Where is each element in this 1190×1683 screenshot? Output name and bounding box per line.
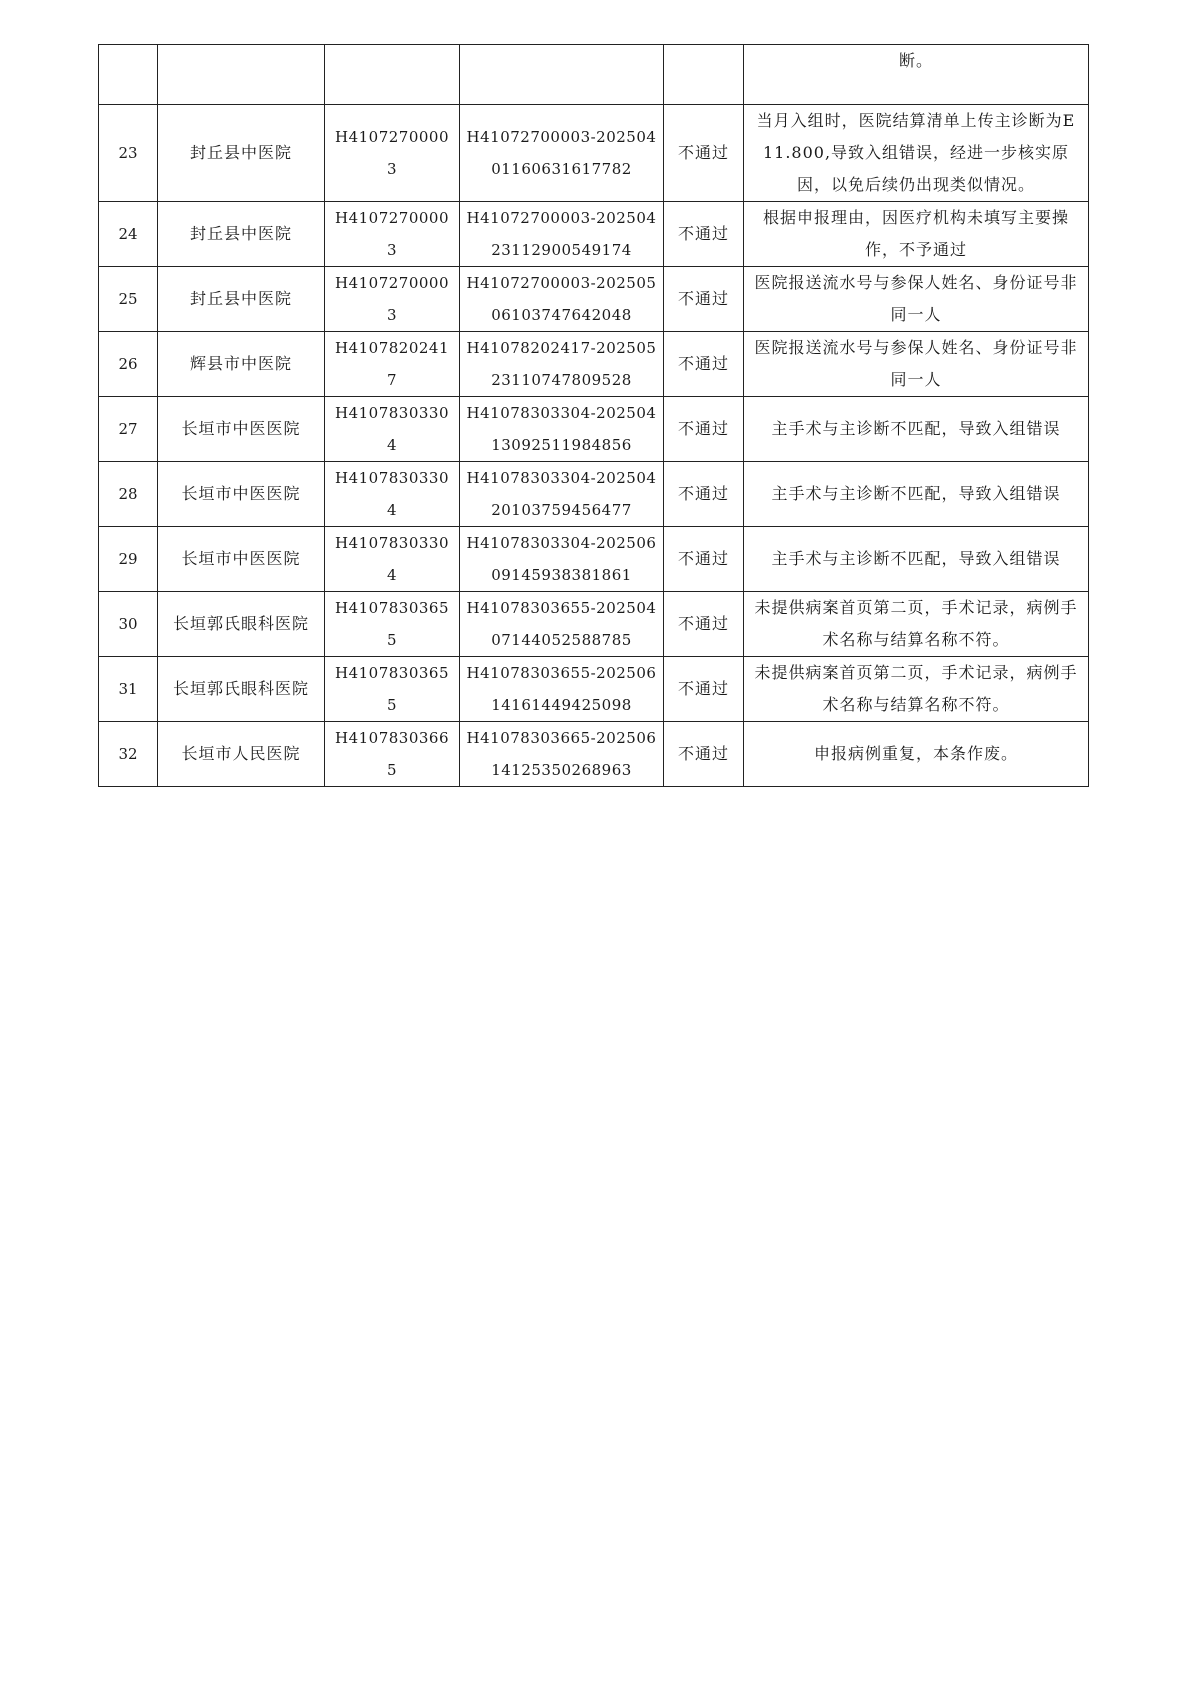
cell-reason: 断。 xyxy=(744,45,1089,105)
cell-reason: 当月入组时，医院结算清单上传主诊断为E11.800,导致入组错误，经进一步核实原因，以免后续仍出现类似情况。 xyxy=(744,105,1089,202)
cell-case-id xyxy=(460,45,664,105)
cell-reason: 未提供病案首页第二页，手术记录，病例手术名称与结算名称不符。 xyxy=(744,592,1089,657)
cell-no: 28 xyxy=(99,462,158,527)
cell-result: 不通过 xyxy=(664,332,744,397)
cell-code: H41078202417 xyxy=(325,332,460,397)
cell-case-id: H41072700003-20250401160631617782 xyxy=(460,105,664,202)
cell-code: H41078303665 xyxy=(325,722,460,787)
cell-code: H41078303304 xyxy=(325,462,460,527)
cell-case-id: H41078303304-20250420103759456477 xyxy=(460,462,664,527)
cell-code: H41078303655 xyxy=(325,592,460,657)
table-row xyxy=(99,462,1089,527)
cell-no: 31 xyxy=(99,657,158,722)
cell-result: 不通过 xyxy=(664,202,744,267)
cell-reason: 申报病例重复，本条作废。 xyxy=(744,722,1089,787)
cell-hospital: 长垣市中医医院 xyxy=(158,527,325,592)
cell-case-id: H41078303304-20250609145938381861 xyxy=(460,527,664,592)
cell-hospital: 长垣市人民医院 xyxy=(158,722,325,787)
table-row xyxy=(99,722,1089,787)
cell-no: 29 xyxy=(99,527,158,592)
cell-hospital: 封丘县中医院 xyxy=(158,105,325,202)
cell-reason: 医院报送流水号与参保人姓名、身份证号非同一人 xyxy=(744,332,1089,397)
cell-hospital: 辉县市中医院 xyxy=(158,332,325,397)
cell-hospital xyxy=(158,45,325,105)
cell-no: 25 xyxy=(99,267,158,332)
cell-no: 32 xyxy=(99,722,158,787)
review-results-table xyxy=(98,44,1089,787)
cell-code: H41078303304 xyxy=(325,397,460,462)
cell-no: 27 xyxy=(99,397,158,462)
cell-result: 不通过 xyxy=(664,267,744,332)
cell-no xyxy=(99,45,158,105)
cell-code: H41072700003 xyxy=(325,202,460,267)
cell-hospital: 封丘县中医院 xyxy=(158,202,325,267)
cell-reason: 医院报送流水号与参保人姓名、身份证号非同一人 xyxy=(744,267,1089,332)
cell-result: 不通过 xyxy=(664,657,744,722)
cell-no: 26 xyxy=(99,332,158,397)
cell-code: H41072700003 xyxy=(325,105,460,202)
cell-hospital: 长垣郭氏眼科医院 xyxy=(158,592,325,657)
cell-case-id: H41072700003-20250423112900549174 xyxy=(460,202,664,267)
table-row xyxy=(99,267,1089,332)
cell-reason: 主手术与主诊断不匹配，导致入组错误 xyxy=(744,527,1089,592)
cell-hospital: 长垣郭氏眼科医院 xyxy=(158,657,325,722)
cell-code: H41078303655 xyxy=(325,657,460,722)
cell-result: 不通过 xyxy=(664,462,744,527)
cell-result: 不通过 xyxy=(664,592,744,657)
cell-hospital: 封丘县中医院 xyxy=(158,267,325,332)
cell-case-id: H41078303655-20250407144052588785 xyxy=(460,592,664,657)
table-row xyxy=(99,202,1089,267)
cell-case-id: H41078303304-20250413092511984856 xyxy=(460,397,664,462)
cell-hospital: 长垣市中医医院 xyxy=(158,397,325,462)
cell-reason: 主手术与主诊断不匹配，导致入组错误 xyxy=(744,462,1089,527)
cell-result: 不通过 xyxy=(664,105,744,202)
table-row xyxy=(99,397,1089,462)
cell-case-id: H41078303665-20250614125350268963 xyxy=(460,722,664,787)
cell-result: 不通过 xyxy=(664,722,744,787)
cell-result: 不通过 xyxy=(664,527,744,592)
cell-case-id: H41078303655-20250614161449425098 xyxy=(460,657,664,722)
cell-reason: 未提供病案首页第二页，手术记录，病例手术名称与结算名称不符。 xyxy=(744,657,1089,722)
cell-no: 30 xyxy=(99,592,158,657)
table-row xyxy=(99,657,1089,722)
cell-case-id: H41078202417-20250523110747809528 xyxy=(460,332,664,397)
cell-reason: 根据申报理由，因医疗机构未填写主要操作，不予通过 xyxy=(744,202,1089,267)
table-row xyxy=(99,592,1089,657)
cell-code: H41078303304 xyxy=(325,527,460,592)
cell-code: H41072700003 xyxy=(325,267,460,332)
table-row xyxy=(99,527,1089,592)
table-row xyxy=(99,105,1089,202)
cell-hospital: 长垣市中医医院 xyxy=(158,462,325,527)
cell-code xyxy=(325,45,460,105)
cell-result: 不通过 xyxy=(664,397,744,462)
table-row-continuation xyxy=(99,45,1089,105)
cell-no: 24 xyxy=(99,202,158,267)
cell-reason: 主手术与主诊断不匹配，导致入组错误 xyxy=(744,397,1089,462)
table-row xyxy=(99,332,1089,397)
cell-result xyxy=(664,45,744,105)
cell-case-id: H41072700003-20250506103747642048 xyxy=(460,267,664,332)
cell-no: 23 xyxy=(99,105,158,202)
